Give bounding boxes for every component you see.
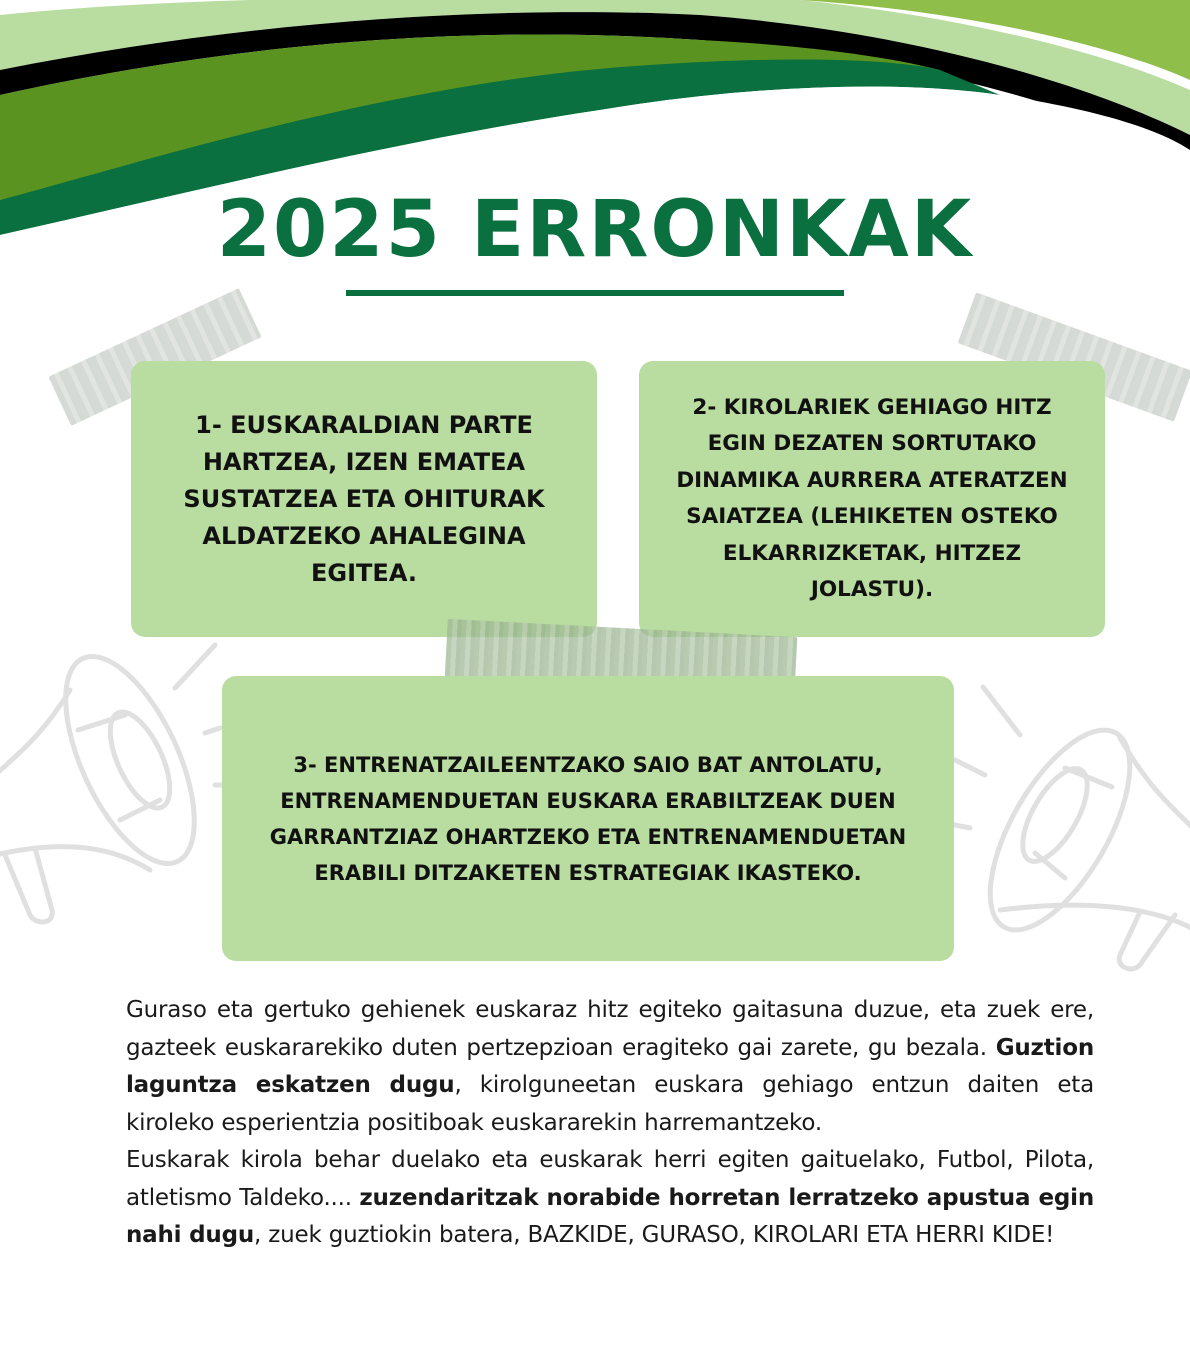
emphasis-commitment: zuzendaritzak norabide horretan lerratzeko apustua egin nahi dugu: [126, 1184, 1094, 1248]
emphasis-help-request: Guztion laguntza eskatzen dugu: [126, 1034, 1094, 1098]
body-text: [126, 992, 1094, 1255]
megaphone-left-icon: [0, 638, 222, 922]
body-paragraph-1: Guraso eta gertuko gehienek euskaraz hitz egiteko gaitasuna duzue, eta zuek ere, gazteek euskararekiko duten pertzepzioan eragiteko gai zarete, gu bezala. Guztion laguntza eskatzen dugu, kirolguneetan euskara gehiago entzun daiten eta kiroleko esperientzia positiboak euskararekin harremantzeko.: [126, 997, 1094, 1136]
page-title: 2025 ERRONKAK: [216, 185, 974, 275]
body-paragraph-2: Euskarak kirola behar duelako eta euskarak herri egiten gaituelako, Futbol, Pilota, atletismo Taldeko.... zuzendaritzak norabide horretan lerratzeko apustua egin nahi dugu, zuek guztiokin batera, BAZKIDE, GURASO, KIROLARI ETA HERRI KIDE!: [126, 1147, 1094, 1248]
megaphone-right-icon: [955, 687, 1190, 969]
challenge-card-1: [131, 361, 597, 637]
title-underline: [346, 290, 844, 296]
challenge-card-2: [639, 361, 1105, 637]
challenge-text-3: 3- ENTRENATZAILEENTZAKO SAIO BAT ANTOLATU, ENTRENAMENDUETAN EUSKARA ERABILTZEAK DUEN GARRANTZIAZ OHARTZEKO ETA ENTRENAMENDUETAN ERABILI DITZAKETEN ESTRATEGIAK IKASTEKO.: [269, 752, 907, 885]
challenge-text-1: 1- EUSKARALDIAN PARTE HARTZEA, IZEN EMATEA SUSTATZEA ETA OHITURAK ALDATZEKO AHALEGINA EGITEA.: [183, 410, 545, 587]
challenge-text-2: 2- KIROLARIEK GEHIAGO HITZ EGIN DEZATEN SORTUTAKO DINAMIKA AURRERA ATERATZEN SAIATZEA (LEHIKETEN OSTEKO ELKARRIZKETAK, HITZEZ JOLASTU).: [676, 394, 1068, 602]
challenge-card-3: [222, 676, 954, 961]
